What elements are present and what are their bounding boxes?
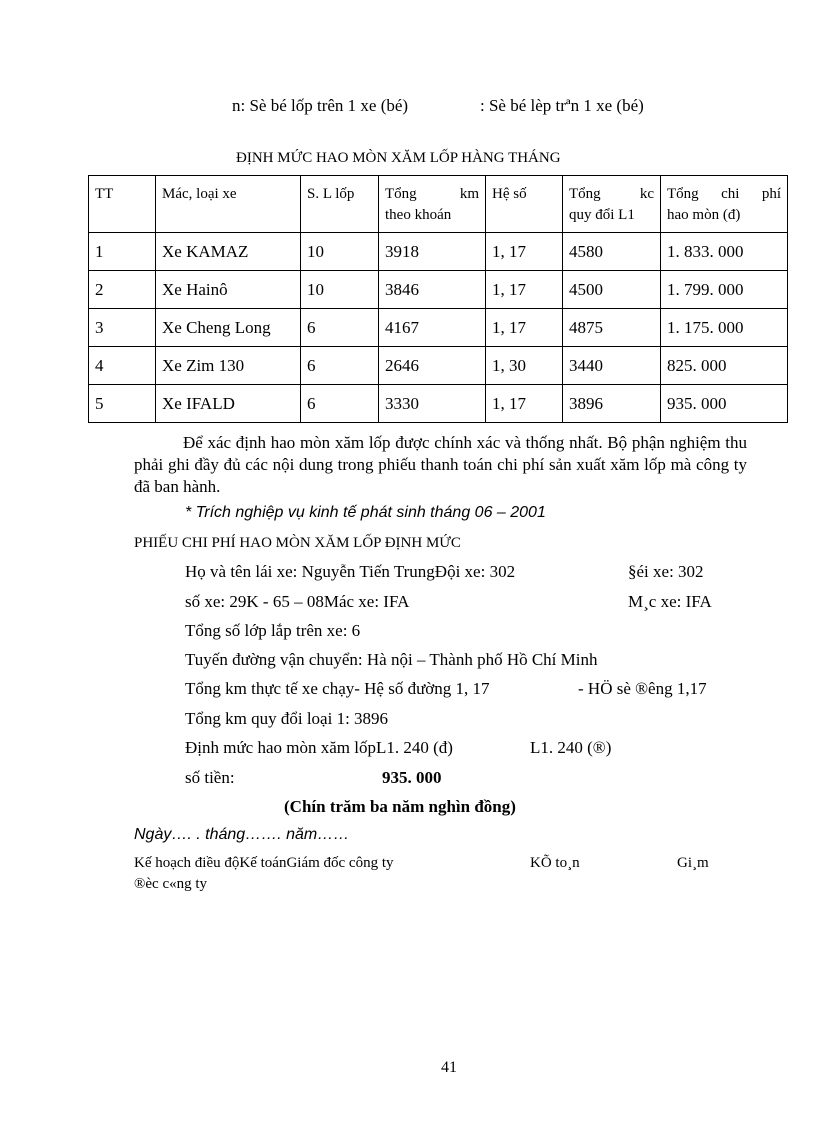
driver-line: Họ và tên lái xe: Nguyễn Tiến TrungĐội xe: 302 (185, 562, 516, 581)
cell-tt: 4 (89, 347, 156, 385)
cell-tt: 5 (89, 385, 156, 423)
cell-tt: 2 (89, 271, 156, 309)
cell-coef: 1, 17 (486, 233, 563, 271)
signature-roles: Kế hoạch điều độKế toánGiám đốc công ty (134, 855, 394, 871)
header-tires: S. L lốp (301, 176, 379, 233)
cell-coef: 1, 17 (486, 385, 563, 423)
cell-conv: 3440 (563, 347, 661, 385)
amount-in-words: (Chín trăm ba năm nghìn đồng) (284, 797, 516, 816)
header-conv (563, 176, 661, 233)
date-line: Ngày…. . tháng……. năm…… (134, 826, 350, 843)
header-conv-line1: Tổng kc (569, 186, 654, 202)
cell-tires: 6 (301, 309, 379, 347)
cell-model: Xe Zim 130 (156, 347, 301, 385)
header-conv-line2: quy đổi L1 (569, 207, 635, 223)
page-number: 41 (441, 1059, 457, 1076)
coef-garbled: - HÖ sè ®êng 1,17 (578, 679, 707, 698)
form-title: PHIẾU CHI PHÍ HAO MÒN XĂM LỐP ĐỊNH MỨC (134, 535, 461, 551)
cell-km: 3330 (379, 385, 486, 423)
km-converted-field: Tổng km quy đổi loại 1: 3896 (185, 709, 389, 728)
header-model: Mác, loại xe (156, 176, 301, 233)
cell-km: 3918 (379, 233, 486, 271)
cell-model: Xe Cheng Long (156, 309, 301, 347)
table-row (89, 385, 788, 423)
cell-model: Xe KAMAZ (156, 233, 301, 271)
signature-director-garbled: Gi¸m (677, 855, 709, 871)
cell-conv: 4500 (563, 271, 661, 309)
cell-tt: 3 (89, 309, 156, 347)
cell-tt: 1 (89, 233, 156, 271)
header-km-line2: theo khoán (385, 207, 452, 223)
header-km-line1: Tổng km (385, 186, 479, 202)
cell-cost: 935. 000 (661, 385, 788, 423)
tire-count-line-right: : Sè bé lèp trªn 1 xe (bé) (480, 96, 644, 115)
plate-line: số xe: 29K - 65 – 08Mác xe: IFA (185, 592, 410, 611)
header-coef: Hệ số (486, 176, 563, 233)
cell-cost: 825. 000 (661, 347, 788, 385)
cell-km: 3846 (379, 271, 486, 309)
table-header-row (89, 176, 788, 233)
header-tt: TT (89, 176, 156, 233)
cell-model: Xe Hainô (156, 271, 301, 309)
norm-field: Định mức hao mòn xăm lốpL1. 240 (đ) (185, 738, 453, 757)
cell-tires: 6 (301, 385, 379, 423)
table-row (89, 309, 788, 347)
signature-director-garbled-cont: ®èc c«ng ty (134, 876, 208, 892)
cell-tires: 10 (301, 233, 379, 271)
table-row (89, 347, 788, 385)
body-paragraph (134, 432, 747, 498)
cell-conv: 4875 (563, 309, 661, 347)
body-paragraph-text: Để xác định hao mòn xăm lốp được chính xác và thống nhất. Bộ phận nghiệm thu phải ghi đầy đủ các nội dung trong phiếu thanh toán chi phí sản xuất xăm lốp mà công ty đã ban hành. (134, 433, 747, 496)
team-garbled: §éi xe: 302 (628, 562, 704, 581)
signature-accountant-garbled: KÕ to¸n (530, 855, 580, 871)
amount-value: 935. 000 (382, 768, 442, 787)
cell-coef: 1, 17 (486, 271, 563, 309)
model-garbled: M¸c xe: IFA (628, 592, 712, 611)
cell-tires: 10 (301, 271, 379, 309)
header-cost (661, 176, 788, 233)
amount-label: số tiền: (185, 768, 235, 787)
cell-cost: 1. 799. 000 (661, 271, 788, 309)
cell-conv: 4580 (563, 233, 661, 271)
cell-coef: 1, 30 (486, 347, 563, 385)
header-cost-line2: hao mòn (đ) (667, 207, 741, 223)
header-km (379, 176, 486, 233)
cell-km: 2646 (379, 347, 486, 385)
table-title: ĐỊNH MỨC HAO MÒN XĂM LỐP HÀNG THÁNG (236, 150, 561, 166)
cell-model: Xe IFALD (156, 385, 301, 423)
norm-garbled: L1. 240 (®) (530, 738, 612, 757)
tire-count-line-left: n: Sè bé lốp trên 1 xe (bé) (232, 96, 409, 115)
table-row (89, 271, 788, 309)
km-actual-field: Tổng km thực tế xe chạy- Hệ số đường 1, 17 (185, 679, 490, 698)
cell-tires: 6 (301, 347, 379, 385)
header-cost-line1: Tổng chi phí (667, 186, 781, 202)
cell-cost: 1. 833. 000 (661, 233, 788, 271)
cell-conv: 3896 (563, 385, 661, 423)
excerpt-note: * Trích nghiệp vụ kinh tế phát sinh tháng 06 – 2001 (185, 504, 546, 521)
route-field: Tuyến đường vận chuyển: Hà nội – Thành phố Hồ Chí Minh (185, 650, 598, 669)
table-row (89, 233, 788, 271)
cell-coef: 1, 17 (486, 309, 563, 347)
cell-cost: 1. 175. 000 (661, 309, 788, 347)
tire-count-field: Tổng số lớp lắp trên xe: 6 (185, 621, 361, 640)
cell-km: 4167 (379, 309, 486, 347)
tire-wear-norm-table (88, 175, 788, 423)
